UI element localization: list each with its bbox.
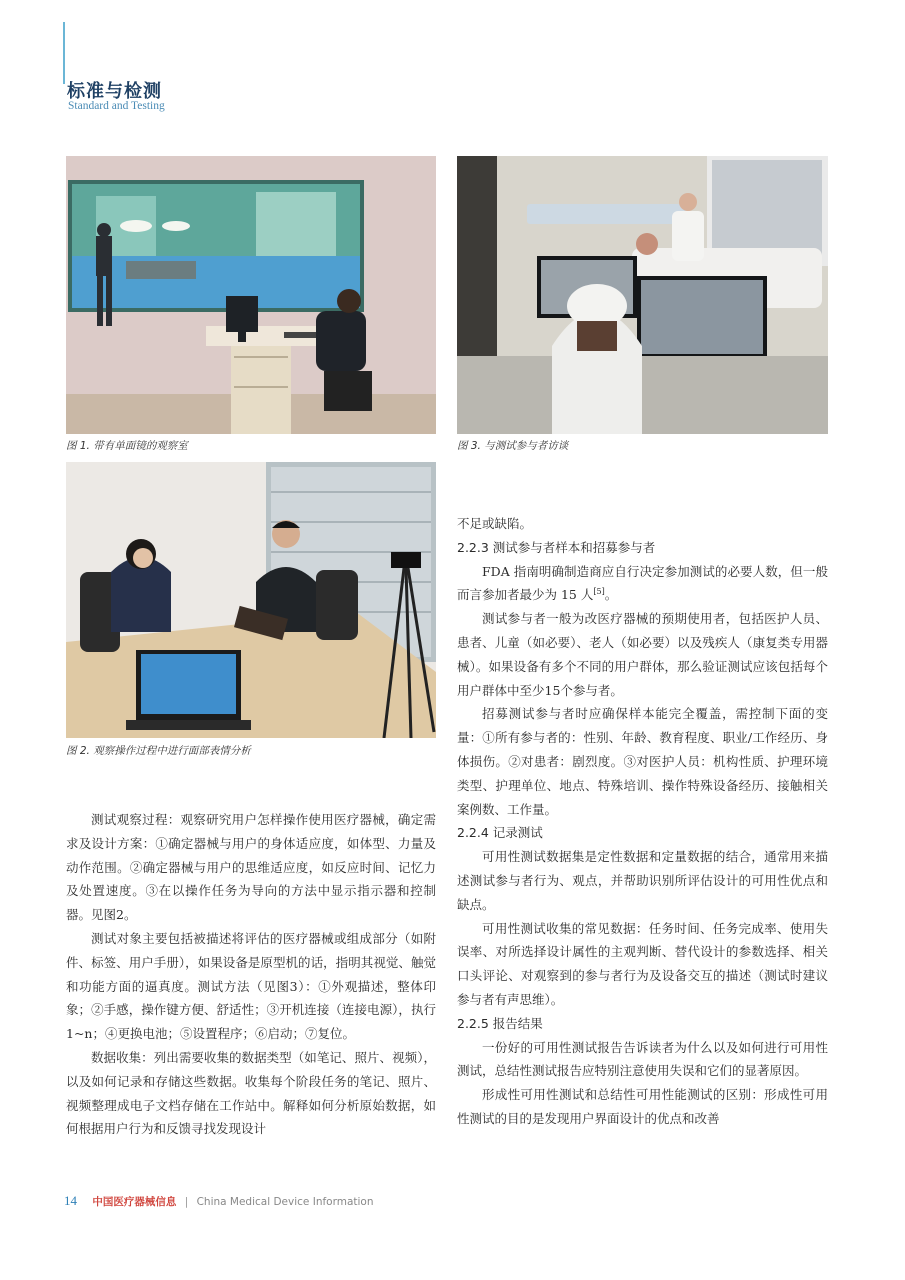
paragraph: 招募测试参与者时应确保样本能完全覆盖，需控制下面的变量：①所有参与者的：性别、年龄、教育程度、职业/工作经历、身体损伤。②对患者：剧烈度。③对医护人员：机构性质、护理环境类型、护理单位、地点、特殊培训、操作特殊设备经历、接触相关案例数、工作量。	[457, 706, 828, 817]
figure-1-caption: 图 1. 带有单面镜的观察室	[66, 440, 188, 452]
figure-2-photo	[66, 462, 436, 738]
page-footer	[64, 1193, 374, 1209]
right-column-text	[457, 512, 828, 1131]
paragraph: 数据收集：列出需要收集的数据类型（如笔记、照片、视频），以及如何记录和存储这些数据。收集每个阶段任务的笔记、照片、视频整理成电子文档存储在工作站中。解释如何分析原始数据，如何根据用户行为和反馈寻找发现设计	[66, 1049, 436, 1137]
paragraph: 形成性可用性测试和总结性可用性能测试的区别：形成性可用性测试的目的是发现用户界面设计的优点和改善	[457, 1087, 828, 1126]
paragraph: FDA 指南明确制造商应自行决定参加测试的必要人数，但一般而言参加者最少为 15 人[5]。	[457, 563, 828, 603]
footer-separator: |	[184, 1196, 189, 1208]
figure-3-photo	[457, 156, 828, 434]
section-title: 标准与检测	[67, 81, 162, 102]
left-column-text	[66, 808, 436, 1141]
paragraph: 可用性测试数据集是定性数据和定量数据的结合，通常用来描述测试参与者行为、观点，并帮助识别所评估设计的可用性优点和缺点。	[457, 849, 828, 912]
paragraph: 测试参与者一般为改医疗器械的预期使用者，包括医护人员、患者、儿童（如必要）、老人（如必要）以及残疾人（康复类专用器械）。如果设备有多个不同的用户群体，那么验证测试应该包括每个用户群体中至少15个参与者。	[457, 611, 828, 698]
paragraph: 不足或缺陷。	[457, 516, 533, 531]
figure-3-caption: 图 3. 与测试参与者访谈	[457, 440, 569, 452]
paragraph: 测试观察过程：观察研究用户怎样操作使用医疗器械，确定需求及设计方案：①确定器械与用户的身体适应度，如体型、力量及动作范围。②确定器械与用户的思维适应度，如反应时间、记忆力及处置速度。③在以操作任务为导向的方法中显示指示器和控制器。见图2。	[66, 812, 436, 923]
paragraph: 一份好的可用性测试报告告诉读者为什么以及如何进行可用性测试，总结性测试报告应特别注意使用失误和它们的显著原因。	[457, 1039, 828, 1079]
reference-marker: [5]	[593, 587, 605, 597]
figure-2-caption: 图 2. 观察操作过程中进行面部表情分析	[66, 745, 251, 757]
header-accent-bar	[63, 22, 65, 84]
journal-name-en: China Medical Device Information	[196, 1196, 374, 1208]
subsection-heading: 2.2.3 测试参与者样本和招募参与者	[457, 539, 656, 555]
subsection-heading: 2.2.4 记录测试	[457, 825, 543, 841]
figure-1-photo	[66, 156, 436, 434]
paragraph: 测试对象主要包括被描述将评估的医疗器械或组成部分（如附件、标签、用户手册），如果设备是原型机的话，指明其视觉、触觉和功能方面的逼真度。测试方法（见图3）：①外观描述，整体印象；②手感，操作键方便、舒适性；③开机连接（连接电源），执行1~n；④更换电池；⑤设置程序；⑥启动；⑦复位。	[66, 930, 436, 1042]
subsection-heading: 2.2.5 报告结果	[457, 1015, 543, 1031]
journal-name-cn: 中国医疗器械信息	[92, 1196, 177, 1208]
paragraph: 可用性测试收集的常见数据：任务时间、任务完成率、使用失误率、对所选择设计属性的主观判断、替代设计的参数选择、相关口头评论、对观察到的参与者行为及设备交互的描述（测试时建议参与者有声思维）。	[457, 920, 828, 1007]
section-subtitle: Standard and Testing	[68, 100, 165, 112]
page-number: 14	[64, 1193, 77, 1208]
